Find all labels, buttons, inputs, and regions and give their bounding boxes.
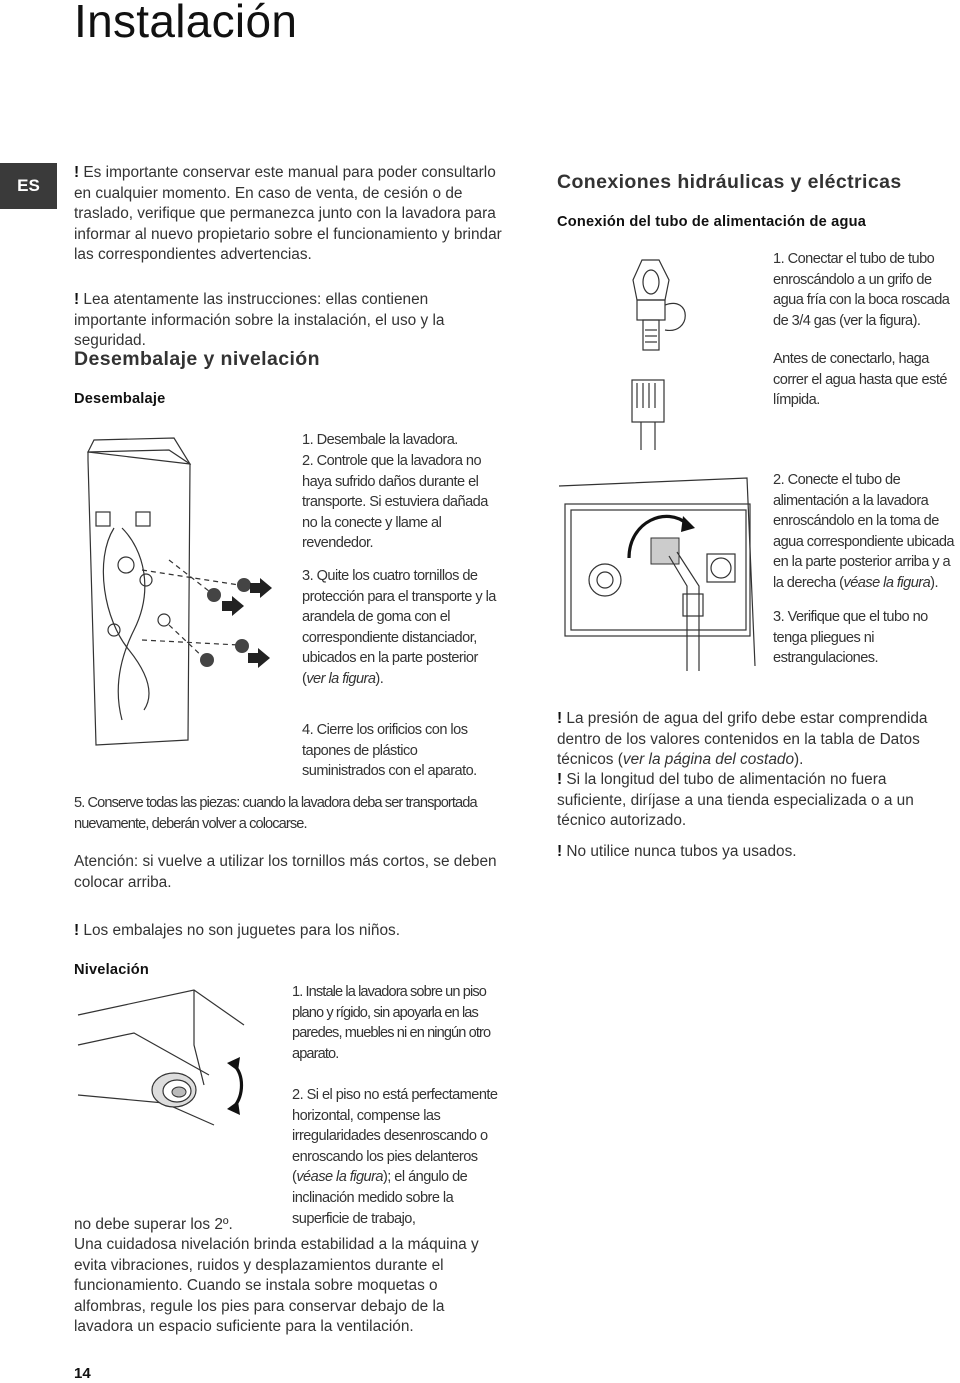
unpacking-illustration bbox=[74, 420, 296, 760]
unpack-step-3: 3. Quite los cuatro tornillos de protección para el transporte y la arandela de goma con el correspondiente distanciador, ubicados en la parte posterior (ver la figura). bbox=[302, 568, 496, 687]
page-number: 14 bbox=[74, 1365, 91, 1382]
water-step-3: 3. Verifique que el tubo no tenga pliegues ni estrangulaciones. bbox=[773, 609, 928, 667]
unpack-step-5: 5. Conserve todas las piezas: cuando la lavadora deba ser transportada nuevamente, deberán volver a colocarse. bbox=[74, 795, 477, 832]
section-title-connections: Conexiones hidráulicas y eléctricas bbox=[557, 171, 902, 193]
unpack-step-4: 4. Cierre los orificios con los tapones de plástico suministrados con el aparato. bbox=[302, 722, 477, 780]
unpack-step-2: 2. Controle que la lavadora no haya sufrido daños durante el transporte. Si estuviera dañada no la conecte y llame al revendedor. bbox=[302, 453, 488, 552]
page-title: Instalación bbox=[74, 0, 298, 47]
level-step-2-end: no debe superar los 2º. bbox=[74, 1216, 233, 1233]
water-warning-3: ! No utilice nunca tubos ya usados. bbox=[557, 843, 797, 860]
unpack-attention: Atención: si vuelve a utilizar los tornillos más cortos, se deben colocar arriba. bbox=[74, 853, 497, 891]
language-tab: ES bbox=[0, 163, 57, 209]
leveling-illustration bbox=[74, 985, 284, 1135]
subheading-leveling: Nivelación bbox=[74, 962, 149, 978]
unpack-warning: ! Los embalajes no son juguetes para los niños. bbox=[74, 922, 400, 939]
section-title-unpacking: Desembalaje y nivelación bbox=[74, 348, 320, 370]
hose-connection-illustration bbox=[557, 476, 757, 671]
subheading-unpacking: Desembalaje bbox=[74, 391, 166, 407]
unpack-step-1: 1. Desembale la lavadora. bbox=[302, 432, 458, 448]
water-step-2: 2. Conecte el tubo de alimentación a la lavadora enroscándolo en la toma de agua correspondiente ubicada en la parte posterior arriba y a la derecha (véase la figura). bbox=[773, 472, 954, 591]
level-step-2: 2. Si el piso no está perfectamente horizontal, compense las irregularidades desenroscando o enroscando los pies delanteros (véase la figura); el ángulo de inclinación medido sobre la superficie de trabajo, bbox=[292, 1087, 498, 1227]
subheading-water-hose: Conexión del tubo de alimentación de agua bbox=[557, 214, 867, 230]
level-paragraph: Una cuidadosa nivelación brinda estabilidad a la máquina y evita vibraciones, ruidos y desplazamientos durante el funcionamiento. Cuando se instala sobre moquetas o alfombras, regule los pies para conservar debajo de la lavadora un espacio suficiente para la ventilación. bbox=[74, 1236, 479, 1336]
water-step-1-note: Antes de conectarlo, haga correr el agua hasta que esté límpida. bbox=[773, 351, 947, 409]
water-warning-2: ! Si la longitud del tubo de alimentación no fuera suficiente, diríjase a una tienda especializada o a un técnico autorizado. bbox=[557, 771, 914, 830]
intro-paragraph-1: ! Es importante conservar este manual para poder consultarlo en cualquier momento. En caso de venta, de cesión o de traslado, verifique que permanezca junto con la lavadora para informar al nuevo propietario sobre el funcionamiento y brindar las correspondientes advertencias. bbox=[74, 164, 502, 264]
water-step-1: 1. Conectar el tubo de tubo enroscándolo a un grifo de agua fría con la boca roscada de 3/4 gas (ver la figura). bbox=[773, 251, 950, 329]
faucet-illustration bbox=[557, 250, 757, 450]
water-warning-1: ! La presión de agua del grifo debe estar comprendida dentro de los valores contenidos en la tabla de Datos técnicos (ver la página del costado). bbox=[557, 710, 928, 769]
level-step-1: 1. Instale la lavadora sobre un piso plano y rígido, sin apoyarla en las paredes, muebles ni en ningún otro aparato. bbox=[292, 984, 491, 1062]
intro-paragraph-2: ! Lea atentamente las instrucciones: ellas contienen importante información sobre la instalación, el uso y la seguridad. bbox=[74, 291, 445, 350]
